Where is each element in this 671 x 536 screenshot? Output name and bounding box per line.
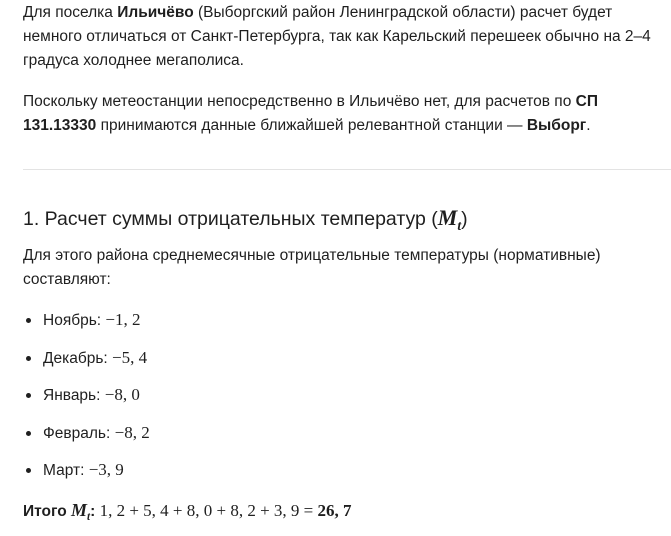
month-label: Декабрь: [43, 349, 113, 367]
intro-paragraph [23, 1, 663, 73]
total-colon: : [90, 503, 96, 520]
month-label: Ноябрь: [43, 312, 106, 329]
place-name: Ильичёво [117, 4, 194, 21]
station-name: Выборг [526, 117, 587, 134]
month-value: −8, 2 [114, 422, 150, 442]
total-symbol-main: M [71, 500, 88, 520]
heading-symbol [437, 205, 462, 233]
station-paragraph [23, 90, 663, 138]
month-label: Январь: [43, 387, 105, 404]
station-text-middle: принимаются данные ближайшей релевантной станции — [96, 117, 527, 134]
total-symbol [71, 500, 91, 523]
section-divider [23, 169, 671, 170]
total-symbol-sub: t [87, 510, 91, 523]
month-value: −5, 4 [112, 347, 148, 367]
station-text-start: Поскольку метеостанции непосредственно в Ильичёво нет, для расчетов по [23, 93, 576, 110]
list-item [23, 382, 150, 420]
standard-code: СП 131.13330 [23, 93, 598, 134]
list-item [23, 307, 150, 345]
month-list [23, 307, 150, 495]
heading-symbol-sub: t [457, 217, 462, 233]
month-label: Март: [43, 462, 89, 479]
month-value: −3, 9 [88, 460, 124, 479]
list-item [23, 345, 150, 383]
heading-symbol-main: M [437, 205, 458, 230]
total-line [23, 497, 352, 530]
station-text-end: . [586, 117, 591, 134]
month-value: −1, 2 [105, 310, 141, 329]
intro-text-end: (Выборгский район Ленинградской области) расчет будет немного отличаться от Санкт-Петербурга, так как Карельский перешеек обычно на 2–4 градуса холоднее мегаполиса. [23, 4, 651, 69]
total-label: Итого [23, 503, 72, 520]
heading-close: ) [461, 208, 468, 230]
section-heading [23, 203, 468, 241]
heading-text: 1. Расчет суммы отрицательных температур ( [23, 208, 438, 230]
list-item [23, 420, 150, 458]
total-result: 26, 7 [317, 501, 352, 520]
month-value: −8, 0 [104, 385, 140, 404]
month-label: Февраль: [43, 424, 115, 442]
intro-text-start: Для поселка [23, 4, 118, 21]
total-expression: 1, 2 + 5, 4 + 8, 0 + 8, 2 + 3, 9 = [95, 501, 318, 520]
section-description: Для этого района среднемесячные отрицательные температуры (нормативные) составляют: [23, 247, 601, 288]
list-item [23, 457, 150, 495]
